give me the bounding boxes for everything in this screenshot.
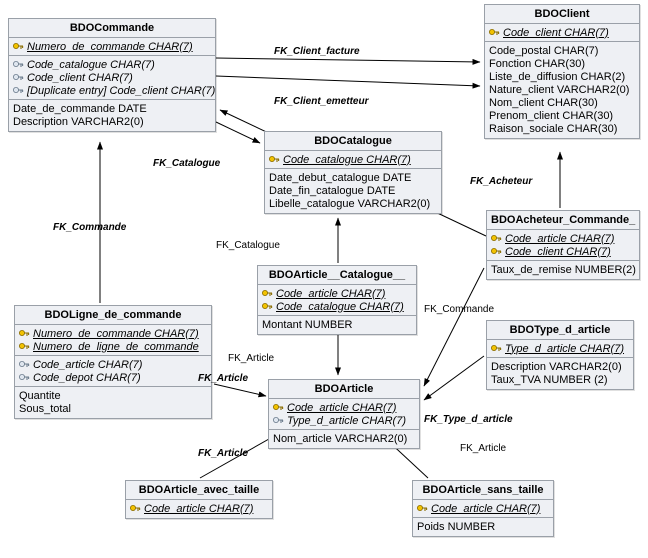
attribute-row [19,389,207,402]
entity-bdoarticle[interactable] [268,379,420,449]
attribute-row [130,502,268,515]
attribute-row [489,83,635,96]
attribute-label: [Duplicate entry] Code_client CHAR(7) [27,84,216,97]
entity-title: BDOArticle__Catalogue__ [258,266,416,285]
attribute-row [13,40,211,53]
attribute-label: Code_article CHAR(7) [33,358,143,371]
attribute-row [489,44,635,57]
entity-bdoarticle-avec-taille[interactable] [125,480,273,519]
attribute-label: Type_d_article CHAR(7) [287,414,407,427]
divider [15,355,211,356]
key-icon [262,289,273,300]
attribute-row [491,373,629,386]
attribute-label: Sous_total [19,402,71,415]
attribute-row [269,171,437,184]
attribute-label: Code_article CHAR(7) [276,287,386,300]
entity-title: BDOArticle_avec_taille [126,481,272,500]
attribute-row [269,184,437,197]
entity-title: BDOCommande [9,19,215,38]
entity-bdoarticle-catalogue[interactable] [257,265,417,335]
attribute-label: Prenom_client CHAR(30) [489,109,614,122]
attribute-label: Code_article CHAR(7) [287,401,397,414]
foreign-key-icon [13,86,24,97]
key-icon [19,329,30,340]
attribute-label: Description VARCHAR2(0) [13,115,144,128]
relationship-label-fk-article-upper: FK_Article [228,353,275,364]
attribute-label: Taux_de_remise NUMBER(2) [491,263,636,276]
attribute-row [13,115,211,128]
foreign-key-icon [19,373,30,384]
attribute-row [269,153,437,166]
attribute-label: Code_catalogue CHAR(7) [27,58,155,71]
attribute-row [489,109,635,122]
attribute-row [491,232,635,245]
attribute-row [273,414,415,427]
entity-bdocommande[interactable] [8,18,216,132]
attribute-label: Code_article CHAR(7) [505,232,615,245]
entity-title: BDOArticle_sans_taille [413,481,553,500]
foreign-key-icon [13,60,24,71]
attribute-row [13,84,216,97]
attribute-label: Code_client CHAR(7) [503,26,609,39]
divider [265,168,441,169]
attribute-row [489,26,635,39]
attribute-row [417,502,549,515]
divider [9,99,215,100]
entity-title: BDOAcheteur_Commande_ [487,211,639,230]
entity-title: BDOClient [485,5,639,24]
attribute-label: Code_article CHAR(7) [144,502,254,515]
relationship-label-fk-catalogue-top: FK_Catalogue [153,158,221,169]
attribute-row [491,360,629,373]
key-icon [262,302,273,313]
attribute-row [273,401,415,414]
entity-title: BDOType_d_article [487,321,633,340]
attribute-label: Code_catalogue CHAR(7) [276,300,404,313]
relationship-label-fk-acheteur: FK_Acheteur [470,176,533,187]
attribute-row [489,70,635,83]
entity-bdoarticle-sans-taille[interactable] [412,480,554,537]
attribute-label: Nature_client VARCHAR2(0) [489,83,630,96]
entity-bdoligne-de-commande[interactable] [14,305,212,419]
attribute-row [19,358,207,371]
relationship-label-fk-type-d-article: FK_Type_d_article [424,414,513,425]
divider [15,386,211,387]
attribute-row [262,318,412,331]
attribute-label: Code_client CHAR(7) [27,71,133,84]
foreign-key-icon [19,360,30,371]
entity-bdocatalogue[interactable] [264,131,442,214]
divider [258,315,416,316]
attribute-row [491,342,629,355]
attribute-row [19,340,207,353]
attribute-row [417,520,549,533]
attribute-row [491,245,635,258]
attribute-row [13,102,211,115]
key-icon [491,247,502,258]
key-icon [269,155,280,166]
entity-bdoclient[interactable] [484,4,640,139]
key-icon [491,234,502,245]
attribute-label: Raison_sociale CHAR(30) [489,122,618,135]
attribute-row [491,263,635,276]
divider [487,357,633,358]
attribute-row [13,71,211,84]
attribute-label: Type_d_article CHAR(7) [505,342,625,355]
attribute-label: Code_depot CHAR(7) [33,371,141,384]
foreign-key-icon [13,73,24,84]
attribute-label: Quantite [19,389,61,402]
divider [485,41,639,42]
attribute-label: Nom_article VARCHAR2(0) [273,432,408,445]
divider [9,55,215,56]
divider [269,429,419,430]
attribute-row [13,58,211,71]
entity-bdoacheteur-commande[interactable] [486,210,640,280]
attribute-row [19,371,207,384]
key-icon [19,342,30,353]
attribute-label: Numero_de_commande CHAR(7) [33,327,199,340]
key-icon [491,344,502,355]
attribute-label: Montant NUMBER [262,318,353,331]
divider [487,260,639,261]
attribute-label: Code_postal CHAR(7) [489,44,599,57]
attribute-row [273,432,415,445]
attribute-label: Code_client CHAR(7) [505,245,611,258]
key-icon [273,403,284,414]
attribute-label: Description VARCHAR2(0) [491,360,622,373]
relationship-label-fk-article-bottom: FK_Article [198,448,249,459]
attribute-row [489,57,635,70]
attribute-label: Code_article CHAR(7) [431,502,541,515]
attribute-label: Date_fin_catalogue DATE [269,184,396,197]
attribute-row [19,327,207,340]
attribute-label: Nom_client CHAR(30) [489,96,598,109]
attribute-label: Poids NUMBER [417,520,496,533]
attribute-row [269,197,437,210]
key-icon [130,504,141,515]
key-icon [13,42,24,53]
attribute-label: Code_catalogue CHAR(7) [283,153,411,166]
attribute-label: Date_de_commande DATE [13,102,147,115]
attribute-row [489,96,635,109]
entity-bdotype-d-article[interactable] [486,320,634,390]
relationship-label-fk-article-right: FK_Article [460,443,507,454]
attribute-label: Libelle_catalogue VARCHAR2(0) [269,197,431,210]
attribute-label: Taux_TVA NUMBER (2) [491,373,608,386]
attribute-row [19,402,207,415]
relationship-label-fk-commande-left: FK_Commande [53,222,127,233]
relationship-label-fk-catalogue-mid: FK_Catalogue [216,240,280,251]
attribute-row [262,300,412,313]
key-icon [489,28,500,39]
relationship-label-fk-client-facture: FK_Client_facture [274,46,360,57]
relationship-label-fk-article-left: FK_Article [198,373,249,384]
attribute-label: Liste_de_diffusion CHAR(2) [489,70,626,83]
attribute-label: Numero_de_commande CHAR(7) [27,40,193,53]
relationship-label-fk-commande-right: FK_Commande [424,304,495,315]
key-icon [417,504,428,515]
foreign-key-icon [273,416,284,427]
attribute-row [489,122,635,135]
divider [413,517,553,518]
entity-title: BDOCatalogue [265,132,441,151]
relationship-label-fk-client-emetteur: FK_Client_emetteur [274,96,369,107]
attribute-label: Numero_de_ligne_de_commande [33,340,199,353]
attribute-label: Date_debut_catalogue DATE [269,171,412,184]
attribute-label: Fonction CHAR(30) [489,57,585,70]
entity-title: BDOArticle [269,380,419,399]
entity-title: BDOLigne_de_commande [15,306,211,325]
attribute-row [262,287,412,300]
